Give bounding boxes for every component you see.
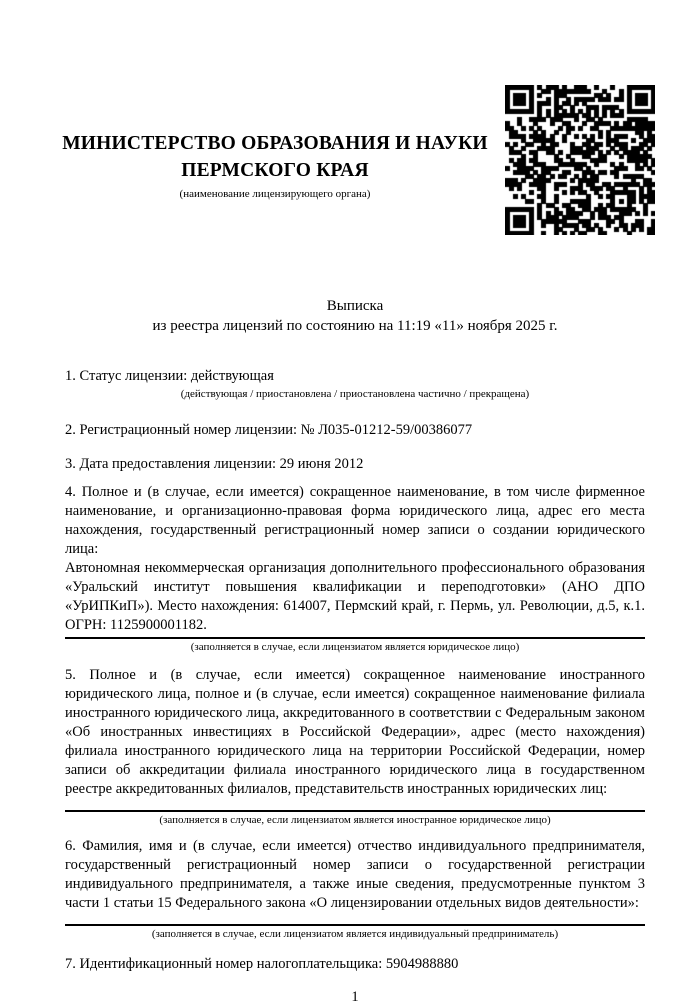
license-date-text: 3. Дата предоставления лицензии: 29 июня 2012 xyxy=(65,456,364,472)
foreign-entity-text: 5. Полное и (в случае, если имеется) сокращенное наименование иностранного юридического лица, полное и (в случае, если имеется) сокращенное наименование филиала иностранного юридического лица, аккредитованного в соответствии с Федеральным законом «Об иностранных инвестициях в Российской Федерации», адрес (место нахождения) филиала иностранного юридического лица на территории Российской Федерации, номер записи об аккредитации филиала иностранного юридического лица в государственном реестре аккредитованных филиалов, представительств иностранных юридических лиц: xyxy=(65,667,645,797)
legal-entity-text: 4. Полное и (в случае, если имеется) сокращенное наименование, в том числе фирменное наименование, и организационно-правовая форма юридического лица, адрес его места нахождения, государственный регистрационный номер записи о создании юридического лица: xyxy=(65,484,645,557)
section-license-date xyxy=(65,455,645,474)
individual-entrepreneur-caption: (заполняется в случае, если лицензиатом является индивидуальный предприниматель) xyxy=(151,928,559,940)
license-status-text: 1. Статус лицензии: действующая xyxy=(65,368,274,384)
license-status-caption: (действующая / приостановлена / приостановлена частично / прекращена) xyxy=(180,388,530,400)
document-title-line2: из реестра лицензий по состоянию на 11:19 «11» ноября 2025 г. xyxy=(152,318,558,334)
section-foreign-entity xyxy=(65,666,645,827)
legal-entity-value: Автономная некоммерческая организация дополнительного профессионального образования «Уральский институт повышения квалификации и переподготовки» (АНО ДПО «УрИПКиП»). Место нахождения: 614007, Пермский край, г. Пермь, ул. Революции, д.5, к.1. ОГРН: 1125900001182. xyxy=(65,560,645,633)
fill-line xyxy=(65,637,645,639)
section-taxpayer-number xyxy=(65,955,645,974)
section-license-status xyxy=(65,367,645,401)
document-body xyxy=(65,296,645,1007)
document-title xyxy=(65,296,645,336)
qr-code-icon xyxy=(505,85,655,235)
section-registration-number xyxy=(65,421,645,440)
page-number: 1 xyxy=(351,989,359,1005)
section-legal-entity xyxy=(65,483,645,654)
ministry-caption: (наименование лицензирующего органа) xyxy=(179,188,371,200)
fill-line xyxy=(65,810,645,812)
ministry-name-line1: МИНИСТЕРСТВО ОБРАЗОВАНИЯ И НАУКИ xyxy=(62,133,488,154)
legal-entity-caption: (заполняется в случае, если лицензиатом является юридическое лицо) xyxy=(190,641,520,653)
individual-entrepreneur-text: 6. Фамилия, имя и (в случае, если имеется) отчество индивидуального предпринимателя, государственный регистрационный номер записи о государственной регистрации индивидуального предпринимателя, а также иные сведения, предусмотренные пунктом 3 части 1 статьи 15 Федерального закона «О лицензировании отдельных видов деятельности»: xyxy=(65,838,645,911)
section-individual-entrepreneur xyxy=(65,837,645,941)
ministry-name xyxy=(40,130,510,184)
document-title-line1: Выписка xyxy=(326,298,384,314)
ministry-name-line2: ПЕРМСКОГО КРАЯ xyxy=(181,160,369,181)
fill-line xyxy=(65,924,645,926)
taxpayer-number-text: 7. Идентификационный номер налогоплательщика: 5904988880 xyxy=(65,956,459,972)
foreign-entity-caption: (заполняется в случае, если лицензиатом является иностранное юридическое лицо) xyxy=(159,814,551,826)
registration-number-text: 2. Регистрационный номер лицензии: № Л035-01212-59/00386077 xyxy=(65,422,473,438)
licensing-authority-header xyxy=(40,130,510,201)
